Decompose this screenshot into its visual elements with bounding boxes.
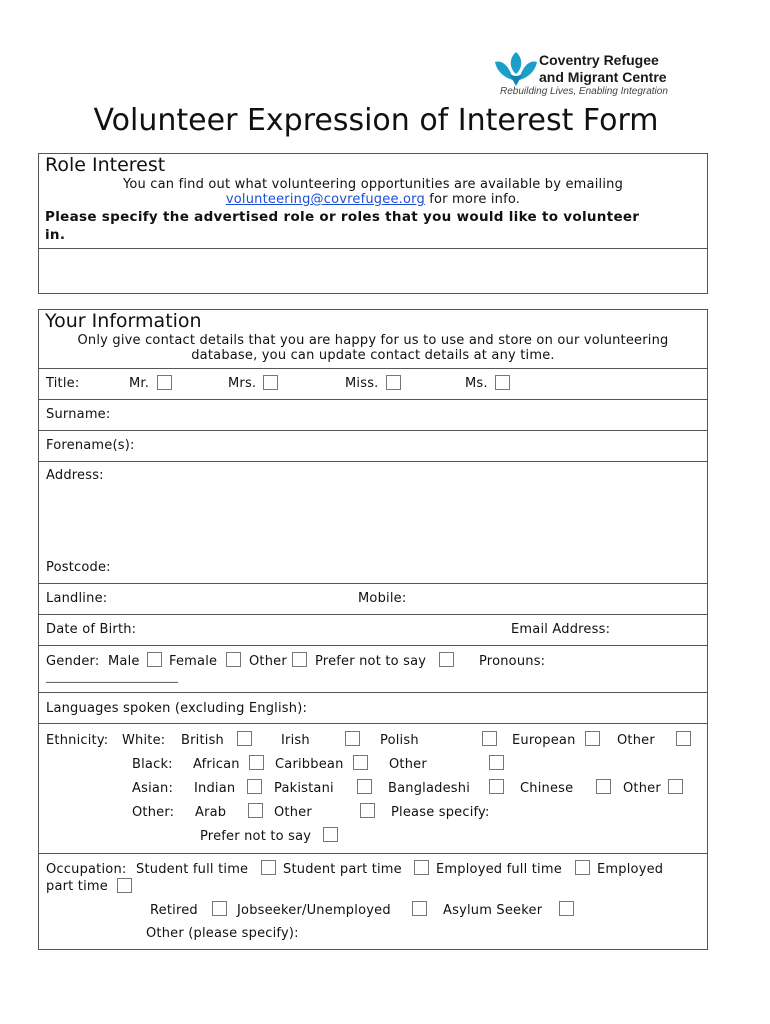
title-label: Title: [46,376,80,391]
white-european-checkbox[interactable] [585,731,600,746]
occupation-label: Occupation: [46,862,127,877]
asylum-seeker-checkbox[interactable] [559,901,574,916]
ethnicity-asian-label: Asian: [132,781,174,796]
asian-chinese-label: Chinese [520,781,574,796]
gender-female-label: Female [169,654,218,669]
other-arab-label: Arab [195,805,227,820]
asian-bangladeshi-checkbox[interactable] [489,779,504,794]
retired-label: Retired [150,903,198,918]
asian-indian-label: Indian [194,781,236,796]
title-ms-checkbox[interactable] [495,375,510,390]
title-mr-checkbox[interactable] [157,375,172,390]
title-ms-label: Ms. [465,376,488,391]
employed-full-time-checkbox[interactable] [575,860,590,875]
title-mrs-label: Mrs. [228,376,257,391]
jobseeker-label: Jobseeker/Unemployed [237,903,391,918]
ethnicity-white-label: White: [122,733,166,748]
ethnicity-label: Ethnicity: [46,733,109,748]
logo-line-1: Coventry Refugee [539,52,659,68]
logo-line-2: and Migrant Centre [539,69,667,85]
date-of-birth-field[interactable]: Date of Birth: [46,622,137,637]
black-caribbean-checkbox[interactable] [353,755,368,770]
jobseeker-checkbox[interactable] [412,901,427,916]
please-specify-field[interactable]: Please specify: [391,805,490,820]
postcode-field[interactable]: Postcode: [46,560,111,575]
black-other-label: Other [389,757,427,772]
asylum-seeker-label: Asylum Seeker [443,903,543,918]
gender-other-checkbox[interactable] [292,652,307,667]
student-part-time-checkbox[interactable] [414,860,429,875]
other-other-checkbox[interactable] [360,803,375,818]
employed-part-time-label: Employed [597,862,664,877]
gender-label: Gender: [46,654,100,669]
title-mr-label: Mr. [129,376,150,391]
retired-checkbox[interactable] [212,901,227,916]
other-arab-checkbox[interactable] [248,803,263,818]
role-instruction: Please specify the advertised role or roles that you would like to volunteer in. [45,209,640,243]
role-interest-heading: Role Interest [45,154,166,176]
languages-field[interactable]: Languages spoken (excluding English): [46,701,308,716]
gender-male-checkbox[interactable] [147,652,162,667]
asian-chinese-checkbox[interactable] [596,779,611,794]
student-full-time-label: Student full time [136,862,249,877]
student-part-time-label: Student part time [283,862,402,877]
title-miss-label: Miss. [345,376,379,391]
white-polish-checkbox[interactable] [482,731,497,746]
ethnicity-prefer-not-label: Prefer not to say [200,829,312,844]
ethnicity-prefer-not-checkbox[interactable] [323,827,338,842]
form-title: Volunteer Expression of Interest Form [93,103,659,138]
logo [493,48,708,100]
white-other-checkbox[interactable] [676,731,691,746]
white-european-label: European [512,733,576,748]
asian-bangladeshi-label: Bangladeshi [388,781,471,796]
employed-full-time-label: Employed full time [436,862,562,877]
mobile-field[interactable]: Mobile: [358,591,407,606]
forename-field[interactable]: Forename(s): [46,438,135,453]
logo-mark-icon [493,50,539,88]
role-interest-intro [45,177,701,207]
black-other-checkbox[interactable] [489,755,504,770]
logo-tagline: Rebuilding Lives, Enabling Integration [500,86,668,97]
white-british-checkbox[interactable] [237,731,252,746]
title-mrs-checkbox[interactable] [263,375,278,390]
asian-pakistani-checkbox[interactable] [357,779,372,794]
role-intro-after: for more info. [424,192,521,207]
address-field[interactable]: Address: [46,468,104,483]
ethnicity-other-label: Other: [132,805,175,820]
gender-prefer-not-label: Prefer not to say [315,654,427,669]
black-african-checkbox[interactable] [249,755,264,770]
pronouns-input-line[interactable]: ________________________ [46,670,178,683]
white-other-label: Other [617,733,655,748]
white-british-label: British [181,733,224,748]
landline-field[interactable]: Landline: [46,591,108,606]
ethnicity-black-label: Black: [132,757,173,772]
asian-other-checkbox[interactable] [668,779,683,794]
surname-field[interactable]: Surname: [46,407,111,422]
white-irish-label: Irish [281,733,310,748]
gender-female-checkbox[interactable] [226,652,241,667]
volunteering-email-link[interactable]: volunteering@covrefugee.org [225,192,425,207]
asian-indian-checkbox[interactable] [247,779,262,794]
black-african-label: African [193,757,240,772]
white-irish-checkbox[interactable] [345,731,360,746]
title-miss-checkbox[interactable] [386,375,401,390]
asian-other-label: Other [623,781,661,796]
black-caribbean-label: Caribbean [275,757,344,772]
employed-part-time-checkbox[interactable] [117,878,132,893]
occupation-other-field[interactable]: Other (please specify): [146,926,299,941]
asian-pakistani-label: Pakistani [274,781,334,796]
your-information-intro: Only give contact details that you are happy for us to use and store on our volunteering database, you can update contact details at any time. [77,333,669,363]
white-polish-label: Polish [380,733,419,748]
role-intro-text: You can find out what volunteering opportunities are available by emailing [122,177,624,192]
your-information-heading: Your Information [45,310,202,332]
student-full-time-checkbox[interactable] [261,860,276,875]
other-other-label: Other [274,805,312,820]
gender-other-label: Other [249,654,287,669]
gender-male-label: Male [108,654,140,669]
role-input-field[interactable] [39,249,707,293]
email-address-field[interactable]: Email Address: [511,622,611,637]
employed-part-time-label-cont: part time [46,879,108,894]
pronouns-label: Pronouns: [479,654,546,669]
gender-prefer-not-checkbox[interactable] [439,652,454,667]
